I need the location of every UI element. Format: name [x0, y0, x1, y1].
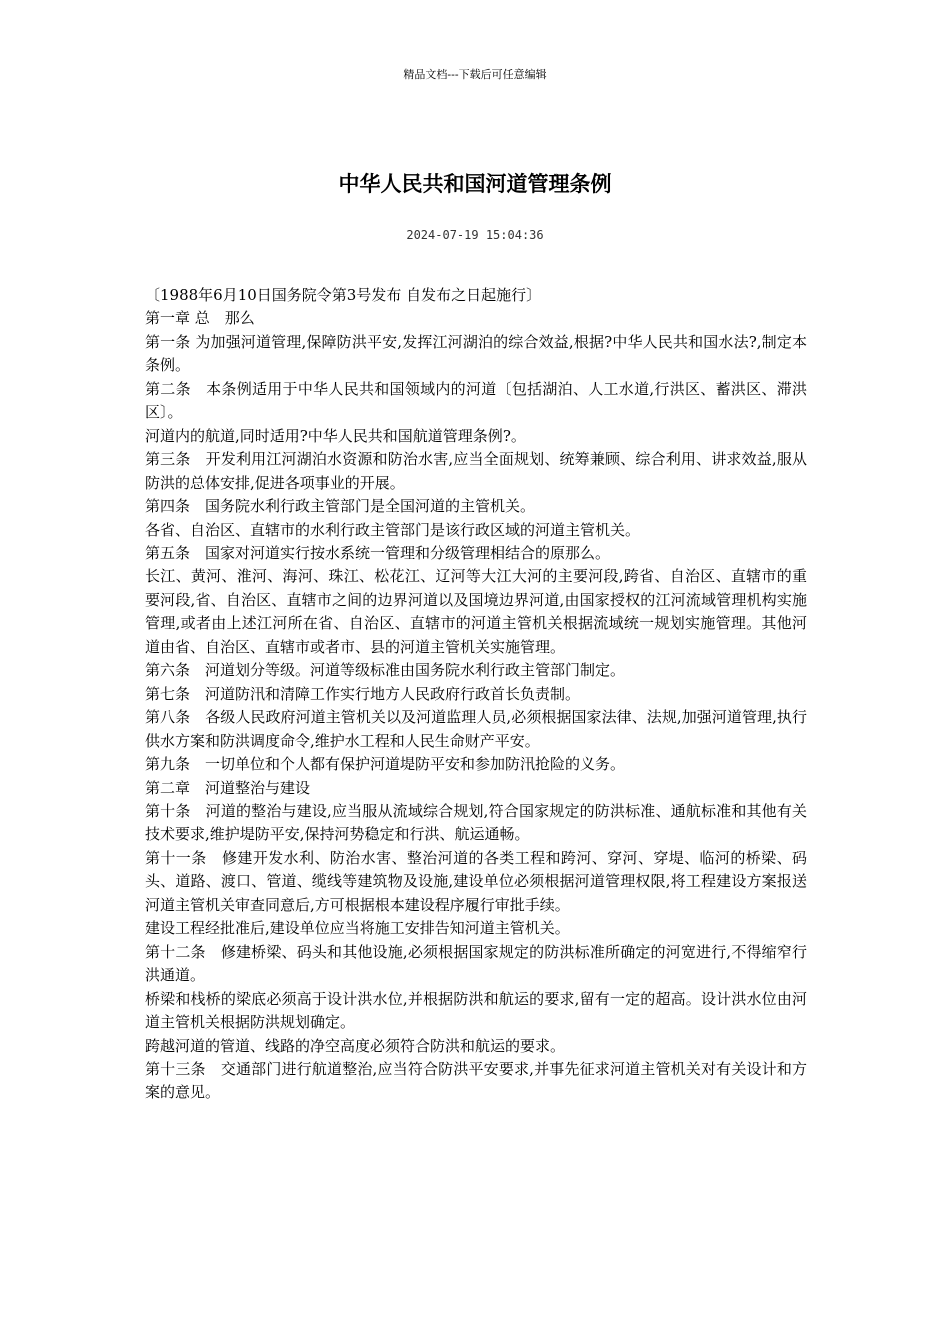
- clause-paragraph: 桥梁和栈桥的梁底必须高于设计洪水位,并根据防洪和航运的要求,留有一定的超高。设计洪水位由河道主管机关根据防洪规划确定。: [145, 989, 807, 1032]
- article-paragraph: 第十二条 修建桥梁、码头和其他设施,必须根据国家规定的防洪标准所确定的河宽进行,不得缩窄行洪通道。: [145, 942, 807, 985]
- article-paragraph: 第三条 开发利用江河湖泊水资源和防治水害,应当全面规划、统筹兼顾、综合利用、讲求效益,服从防洪的总体安排,促进各项事业的开展。: [145, 450, 807, 492]
- article-paragraph: 第十条 河道的整治与建设,应当服从流域综合规划,符合国家规定的防洪标准、通航标准和其他有关技术要求,维护堤防平安,保持河势稳定和行洪、航运通畅。: [145, 801, 807, 844]
- chapter-heading: 第一章 总 那么: [145, 309, 255, 328]
- document-title: 中华人民共和国河道管理条例: [338, 171, 612, 196]
- article-paragraph: 第九条 一切单位和个人都有保护河道堤防平安和参加防汛抢险的义务。: [145, 755, 626, 774]
- article-paragraph: 第八条 各级人民政府河道主管机关以及河道监理人员,必须根据国家法律、法规,加强河道管理,执行供水方案和防洪调度命令,维护水工程和人民生命财产平安。: [145, 708, 807, 750]
- clause-paragraph: 长江、黄河、淮河、海河、珠江、松花江、辽河等大江大河的主要河段,跨省、自治区、直辖市的重要河段,省、自治区、直辖市之间的边界河道以及国境边界河道,由国家授权的江河流域管理机构实施管理,或者由上述江河所在省、自治区、直辖市的河道主管机关根据流域统一规划实施管理。其他河道由省、自治区、直辖市或者市、县的河道主管机关实施管理。: [145, 567, 807, 656]
- article-paragraph: 第二条 本条例适用于中华人民共和国领域内的河道〔包括湖泊、人工水道,行洪区、蓄洪区、滞洪区〕。: [145, 379, 807, 422]
- article-paragraph: 第一条 为加强河道管理,保障防洪平安,发挥江河湖泊的综合效益,根据?中华人民共和国水法?,制定本条例。: [145, 332, 807, 375]
- article-paragraph: 第七条 河道防汛和清障工作实行地方人民政府行政首长负责制。: [145, 684, 581, 703]
- clause-paragraph: 建设工程经批准后,建设单位应当将施工安排告知河道主管机关。: [145, 919, 570, 938]
- document-timestamp: 2024-07-19 15:04:36: [406, 228, 544, 242]
- article-paragraph: 第十三条 交通部门进行航道整治,应当符合防洪平安要求,并事先征求河道主管机关对有关设计和方案的意见。: [145, 1059, 807, 1102]
- clause-paragraph: 各省、自治区、直辖市的水利行政主管部门是该行政区域的河道主管机关。: [145, 520, 641, 539]
- clause-paragraph: 河道内的航道,同时适用?中华人民共和国航道管理条例?。: [145, 426, 526, 445]
- article-paragraph: 第四条 国务院水利行政主管部门是全国河道的主管机关。: [145, 497, 536, 516]
- article-paragraph: 第六条 河道划分等级。河道等级标准由国务院水利行政主管部门制定。: [145, 661, 626, 680]
- document-header-note: 精品文档---下载后可任意编辑: [403, 68, 547, 81]
- document-body: [145, 284, 807, 1105]
- paragraph-preamble: 〔1988年6月10日国务院令第3号发布 自发布之日起施行〕: [145, 286, 542, 304]
- chapter-heading: 第二章 河道整治与建设: [145, 778, 311, 797]
- article-paragraph: 第十一条 修建开发水利、防治水害、整治河道的各类工程和跨河、穿河、穿堤、临河的桥梁、码头、道路、渡口、管道、缆线等建筑物及设施,建设单位必须根据河道管理权限,将工程建设方案报送河道主管机关审查同意后,方可根据根本建设程序履行审批手续。: [145, 848, 807, 914]
- clause-paragraph: 跨越河道的管道、线路的净空高度必须符合防洪和航运的要求。: [145, 1036, 566, 1055]
- article-paragraph: 第五条 国家对河道实行按水系统一管理和分级管理相结合的原那么。: [145, 543, 611, 562]
